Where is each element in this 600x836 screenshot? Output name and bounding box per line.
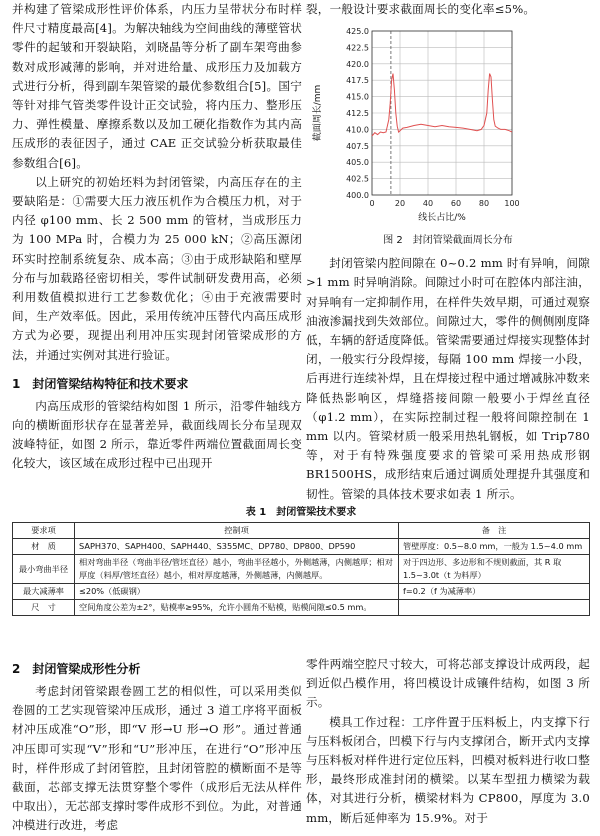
table-cell: 相对弯曲半径（弯曲半径/管坯直径）越小，弯曲半径越小，外侧越薄，内侧越厚；相对厚度（料厚/管坯直径）越小，相对厚度越薄，外侧越薄，内侧越厚。	[75, 555, 399, 584]
table-cell: 尺 寸	[13, 600, 75, 616]
x-tick-label: 0	[369, 199, 375, 209]
right-paragraph-1: 封闭管梁内腔间隙在 0~0.2 mm 时有异响，间隙 >1 mm 时异响消除。间隙过小时可在腔体内部注油，对异响有一定抑制作用，在样件失效早期，可通过观察油液渗漏找到失效部位。间隙过大，零件的侧侧刚度降低，车辆的舒适度降低。管梁需要通过焊接实现整体封闭，一般实行分段焊接，每隔 100 mm 焊接一小段，后再进行连续补焊，且在焊接过程中通过增减脉冲数来降低热影响区，焊缝搭接间隙一般要小于焊丝直径（φ1.2 mm），在实际控制过程一般将间隙控制在 1 mm 以内。管梁材质一般采用热轧钢板，如 Trip780 等，对于有特殊强度要求的管梁可采用热成形钢 BR1500HS，成形结束后通过调质处理提升其强度和韧性。管梁的具体技术要求如表 1 所示。	[306, 256, 590, 501]
y-axis-label: 截面周长/mm	[313, 84, 323, 142]
x-tick-label: 80	[478, 199, 490, 209]
right-paragraph-0: 裂，一般设计要求截面周长的变化率≤5%。	[306, 2, 536, 16]
x-axis-label: 线长占比/%	[418, 213, 466, 224]
bottom-right-column	[306, 655, 590, 828]
table-caption: 表 1 封闭管梁技术要求	[245, 507, 357, 518]
y-tick-label: 400.0	[346, 191, 369, 201]
y-tick-label: 422.5	[346, 43, 369, 53]
bottom-left-column	[12, 650, 302, 836]
y-tick-label: 410.0	[346, 125, 369, 135]
y-tick-label: 417.5	[346, 76, 369, 86]
bottom-right-paragraph-1: 零件两端空腔尺寸较大，可将芯部支撑设计成两段，起到近似凸模作用，将凹模设计成镶件结构，如图 3 所示。	[306, 657, 590, 710]
table-cell: 最大减薄率	[13, 584, 75, 600]
section-1-title: 1 封闭管梁结构特征和技术要求	[12, 376, 189, 391]
table-header-cell: 控制项	[75, 523, 399, 539]
table-cell: f=0.2（f 为减薄率）	[399, 584, 590, 600]
left-paragraph-3: 内高压成形的管梁结构如图 1 所示，沿零件轴线方向的横断面形状存在显著差异，截面线周长分布呈现双波峰特征，如图 2 所示，靠近零件两端位置截面周长变化较大，该区域在成形过程中已出现开	[12, 398, 302, 471]
table-cell	[399, 600, 590, 616]
x-tick-label: 20	[394, 199, 406, 209]
bottom-right-paragraph-2: 模具工作过程：工序件置于压料板上，内支撑下行与压料板闭合，凹模下行与内支撑闭合，断开式内支撑与压料板对样件进行定位压料，凹模对板料进行收口整形，最终形成准封闭的横梁。以某车型扭力横梁为载体，对其进行分析，横梁材料为 CP800，厚度为 3.0 mm，断后延伸率为 15.9%。对于	[306, 714, 590, 825]
table-cell: SAPH370、SAPH400、SAPH440、S355MC、DP780、DP800、DP590	[75, 539, 399, 555]
table-row	[13, 584, 590, 600]
table-header-row	[13, 523, 590, 539]
left-column	[12, 0, 302, 474]
table-row	[13, 539, 590, 555]
table-cell: ≤20%（低碳钢）	[75, 584, 399, 600]
left-paragraph-2: 以上研究的初始坯料为封闭管梁，内高压存在的主要缺陷是：①需要大压力液压机作为合模压力机，对于内径 φ100 mm、长 2 500 mm 的管材，当成形压力为 100 MPa 时，合模力为 25 000 kN；②高压源闭环实时控制系统复杂、成本高；③由于成形缺陷和壁厚分布与加载路径密切相关，零件试制研发费用高，必须利用数值模拟进行工艺参数优化；④由于充液需要时间，生产效率低。因此，采用传统冲压替代内高压成形方式为必要，现提出利用冲压实现封闭管梁成形的方法，并通过实例对其进行验证。	[12, 174, 302, 362]
y-tick-label: 420.0	[346, 60, 369, 70]
y-tick-label: 402.5	[346, 174, 369, 184]
x-tick-label: 60	[450, 199, 462, 209]
y-tick-label: 412.5	[346, 109, 369, 119]
perimeter-series-line	[372, 74, 512, 136]
table-header-cell: 备 注	[399, 523, 590, 539]
figure-2	[306, 21, 590, 231]
table-cell: 对于四边形、多边形和不规则截面，其 R 取 1.5~3.0t（t 为料厚）	[399, 555, 590, 584]
table-row	[13, 600, 590, 616]
table-row	[13, 555, 590, 584]
figure-2-caption: 图 2 封闭管梁截面周长分布	[383, 235, 513, 247]
table-cell: 材 质	[13, 539, 75, 555]
x-tick-label: 40	[422, 199, 434, 209]
table-1	[12, 503, 590, 616]
table-cell: 管壁厚度：0.5~8.0 mm，一般为 1.5~4.0 mm	[399, 539, 590, 555]
y-tick-label: 407.5	[346, 142, 369, 152]
x-tick-label: 100	[504, 199, 520, 209]
bottom-left-paragraph-1: 考虑封闭管梁跟卷圆工艺的相似性，可以采用类似卷圆的工艺实现管梁冲压成形，通过 3 道工序将平面板材冲压成准“O”形，即“V 形→U 形→O 形”。通过普通冲压即可实现“V”形和“U”形冲压，在进行“O”形冲压时，样件形成了封闭管腔，且封闭管腔的横断面不是等截面，芯部支撑无法贯穿整个零件（成形后无法从样件中取出），无芯部支撑时零件成形不到位。为此，对普通冲模进行改进，考虑	[12, 684, 302, 833]
y-tick-label: 405.0	[346, 158, 369, 168]
section-2-title: 2 封闭管梁成形性分析	[12, 662, 141, 676]
perimeter-chart	[306, 21, 590, 227]
table-cell: 空间角度公差为±2°，贴模率≥95%，允许小圆角不贴模，贴模间隙≤0.5 mm。	[75, 600, 399, 616]
spec-table	[12, 522, 590, 616]
left-paragraph-1: 并构建了管梁成形性评价体系，内压力呈带状分布时样件尺寸精度最高[4]。为解决轴线为空间曲线的薄壁管状零件的起皱和开裂缺陷，刘晓晶等分析了副车架弯曲参数对成形减薄的影响，并对进给量、成形压力及加载方式进行分析，得到副车架管梁的最优参数组合[5]。国宁等针对排气管类零件设计正交试验，将内压力、整形压力、弹性模量、摩擦系数以及加工硬化指数作为其内高压成形的表征因子，通过 CAE 正交试验分析获取最佳参数组合[6]。	[12, 2, 302, 170]
table-cell: 最小弯曲半径	[13, 555, 75, 584]
table-header-cell: 要求项	[13, 523, 75, 539]
right-column	[306, 0, 590, 504]
y-tick-label: 415.0	[346, 92, 369, 102]
y-tick-label: 425.0	[346, 27, 369, 37]
